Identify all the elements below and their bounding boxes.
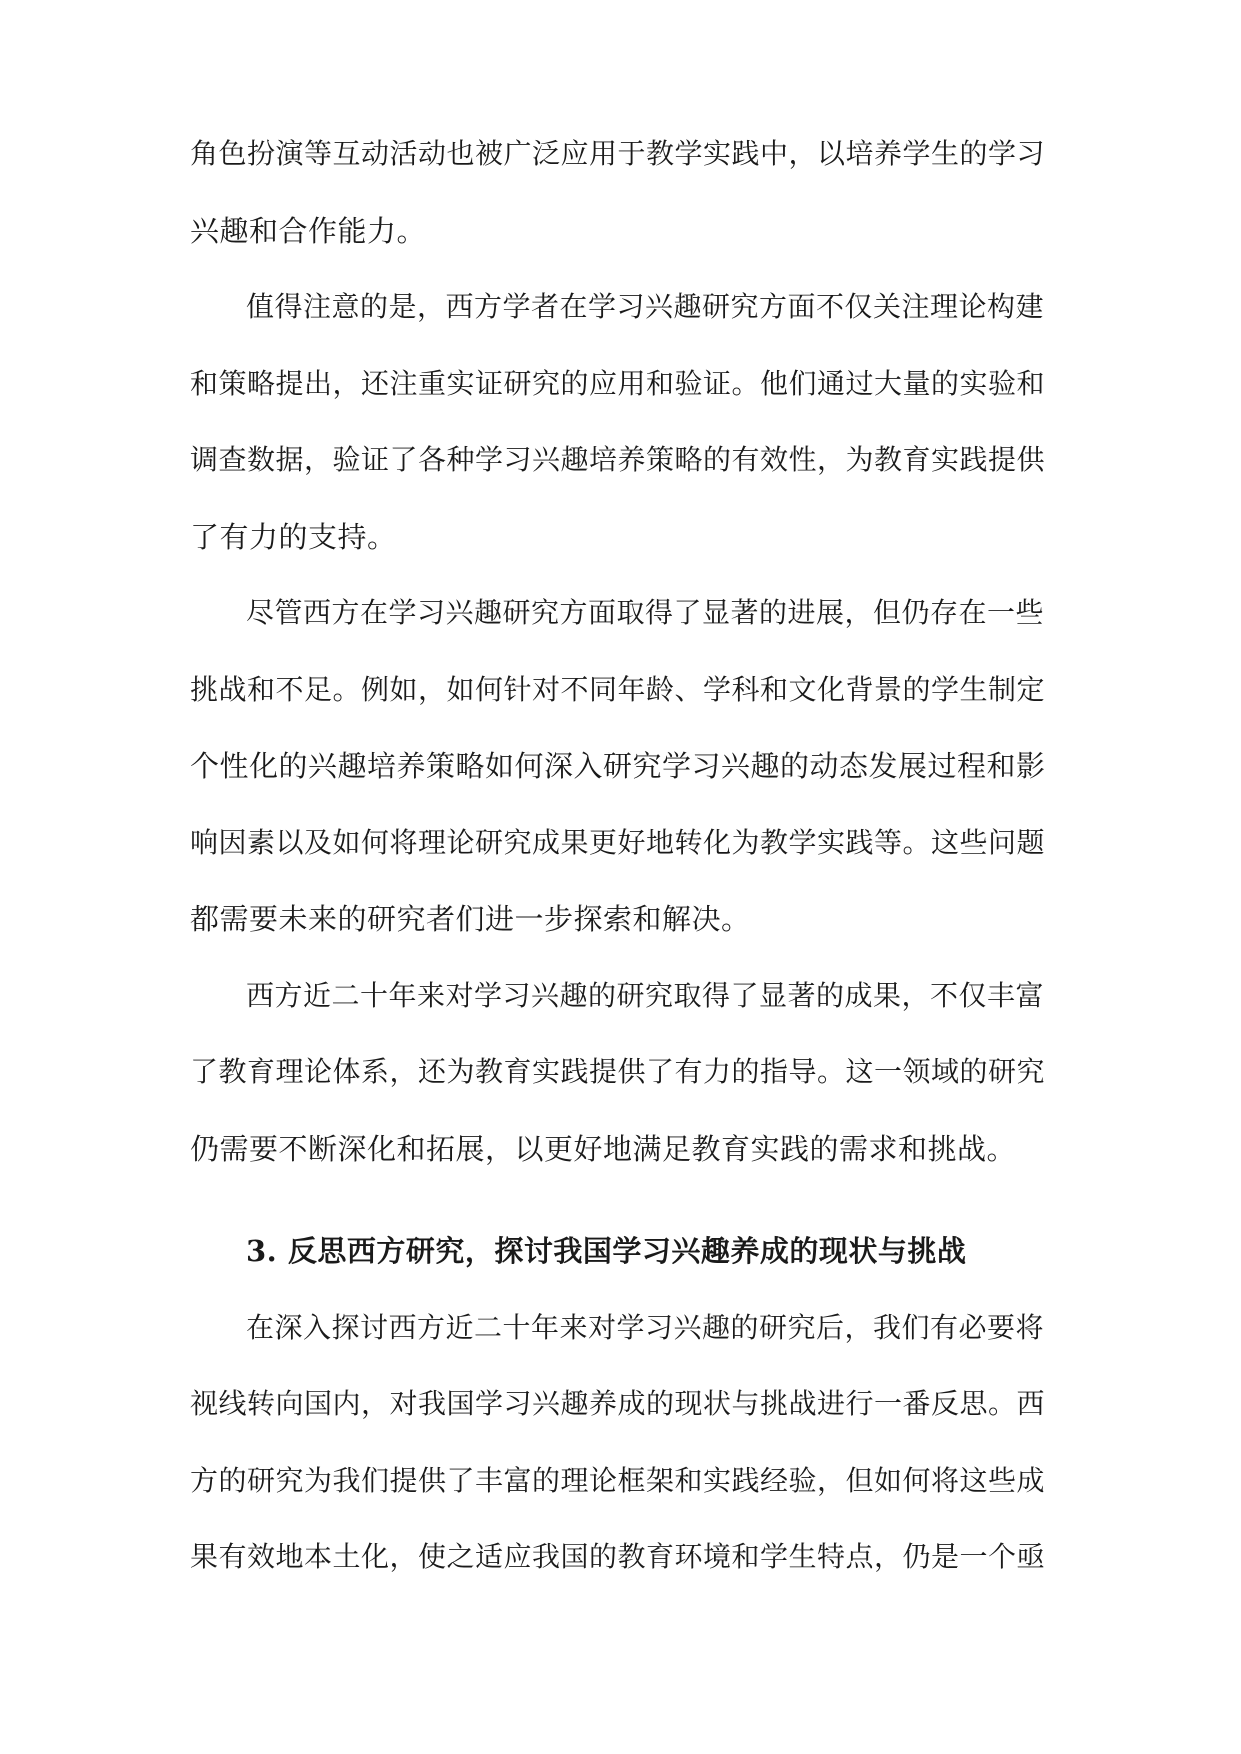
paragraph-2-line-1: 值得注意的是，西方学者在学习兴趣研究方面不仅关注理论构建 <box>246 290 1045 323</box>
paragraph-3-line-1: 尽管西方在学习兴趣研究方面取得了显著的进展，但仍存在一些 <box>246 596 1045 629</box>
paragraph-2-line-2: 和策略提出，还注重实证研究的应用和验证。他们通过大量的实验和 <box>190 367 1046 400</box>
paragraph-5-line-3: 方的研究为我们提供了丰富的理论框架和实践经验，但如何将这些成 <box>190 1464 1046 1497</box>
paragraph-4-line-2: 了教育理论体系，还为教育实践提供了有力的指导。这一领域的研究 <box>190 1055 1046 1088</box>
paragraph-3-line-4: 响因素以及如何将理论研究成果更好地转化为教学实践等。这些问题 <box>190 826 1046 859</box>
paragraph-4-line-3: 仍需要不断深化和拓展，以更好地满足教育实践的需求和挑战。 <box>190 1132 1017 1166</box>
paragraph-3-line-2: 挑战和不足。例如，如何针对不同年龄、学科和文化背景的学生制定 <box>190 673 1046 706</box>
paragraph-2-line-3: 调查数据，验证了各种学习兴趣培养策略的有效性，为教育实践提供 <box>190 443 1046 476</box>
paragraph-1-line-1: 角色扮演等互动活动也被广泛应用于教学实践中，以培养学生的学习 <box>190 137 1046 170</box>
paragraph-1-line-2: 兴趣和合作能力。 <box>190 214 427 248</box>
paragraph-5-line-1: 在深入探讨西方近二十年来对学习兴趣的研究后，我们有必要将 <box>246 1311 1045 1344</box>
paragraph-4-line-1: 西方近二十年来对学习兴趣的研究取得了显著的成果，不仅丰富 <box>246 979 1045 1012</box>
section-heading: 3. 反思西方研究，探讨我国学习兴趣养成的现状与挑战 <box>246 1234 967 1268</box>
paragraph-5-line-4: 果有效地本土化，使之适应我国的教育环境和学生特点，仍是一个亟 <box>190 1540 1046 1573</box>
paragraph-3-line-5: 都需要未来的研究者们进一步探索和解决。 <box>190 902 751 936</box>
paragraph-2-line-4: 了有力的支持。 <box>190 520 397 554</box>
paragraph-5-line-2: 视线转向国内，对我国学习兴趣养成的现状与挑战进行一番反思。西 <box>190 1387 1046 1420</box>
paragraph-3-line-3: 个性化的兴趣培养策略如何深入研究学习兴趣的动态发展过程和影 <box>190 749 1046 783</box>
